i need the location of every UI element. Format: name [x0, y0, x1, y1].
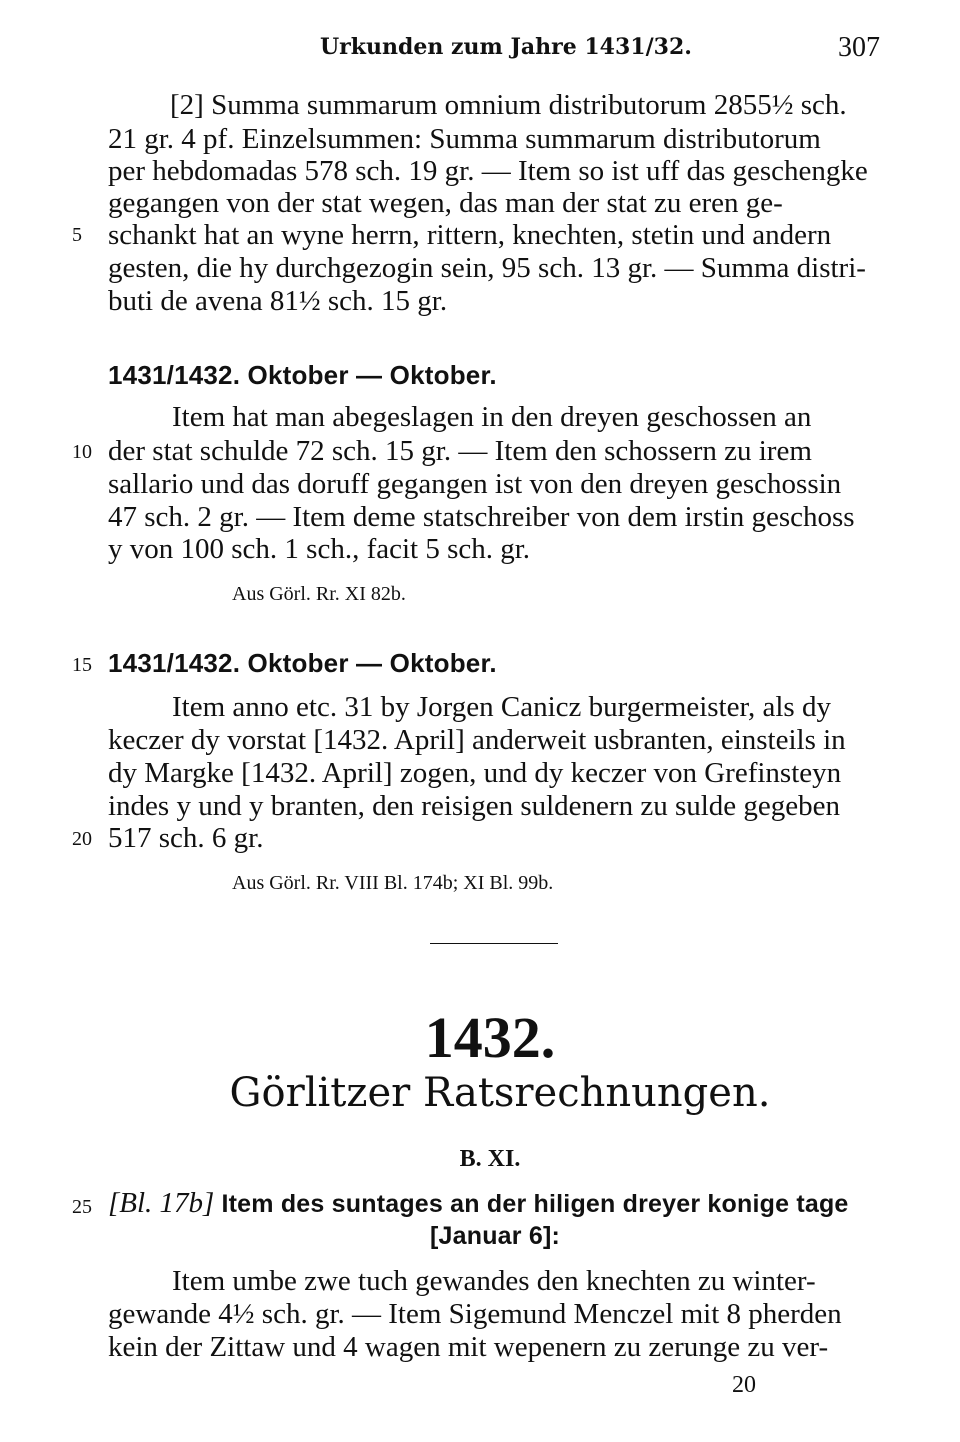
section-divider — [430, 943, 558, 944]
text-line: 21 gr. 4 pf. Einzelsummen: Summa summarum distributorum — [108, 123, 821, 155]
text-line: gewande 4½ sch. gr. — Item Sigemund Menczel mit 8 pherden — [108, 1298, 842, 1330]
text-line: gegangen von der stat wegen, das man der stat zu eren ge- — [108, 187, 783, 219]
line-number: 20 — [72, 828, 92, 850]
text-line: gesten, die hy durchgezogin sein, 95 sch. 13 gr. — Summa distri- — [108, 252, 866, 284]
text-line: Item umbe zwe tuch gewandes den knechten zu winter- — [172, 1265, 816, 1297]
line-number: 5 — [72, 224, 82, 246]
entry-heading: Item des suntages an der hiligen dreyer konige tage — [214, 1190, 849, 1218]
text-line: keczer dy vorstat [1432. April] anderweit usbranten, einsteils in — [108, 724, 846, 756]
entry-line — [108, 1186, 849, 1220]
text-line: [2] Summa summarum omnium distributorum 2855½ sch. — [170, 89, 847, 121]
page-header — [0, 28, 960, 68]
entry-heading: 1431/1432. Oktober — Oktober. — [108, 648, 497, 678]
entry-heading: 1431/1432. Oktober — Oktober. — [108, 360, 497, 390]
text-line: Item anno etc. 31 by Jorgen Canicz burgermeister, als dy — [172, 691, 831, 723]
text-line: dy Margke [1432. April] zogen, und dy keczer von Grefinsteyn — [108, 757, 842, 789]
text-line: y von 100 sch. 1 sch., facit 5 sch. gr. — [108, 533, 531, 565]
text-line: buti de avena 81½ sch. 15 gr. — [108, 285, 448, 317]
text-line: 47 sch. 2 gr. — Item deme statschreiber von dem irstin geschoss — [108, 501, 855, 533]
line-number: 25 — [72, 1196, 92, 1218]
running-title: Urkunden zum Jahre 1431/32. — [320, 34, 692, 60]
text-line: der stat schulde 72 sch. 15 gr. — Item den schossern zu irem — [108, 435, 812, 467]
page-number: 307 — [838, 32, 880, 63]
section-title: Görlitzer Ratsrechnungen. — [229, 1070, 771, 1116]
text-line: kein der Zittaw und 4 wagen mit wepenern zu zerunge zu ver- — [108, 1331, 829, 1363]
line-number: 10 — [72, 441, 92, 463]
text-line: schankt hat an wyne herrn, rittern, knechten, stetin und andern — [108, 219, 832, 251]
sheet-signature: 20 — [732, 1372, 756, 1398]
source-citation: Aus Görl. Rr. XI 82b. — [232, 583, 406, 605]
text-line: 517 sch. 6 gr. — [108, 822, 264, 854]
text-line: sallario und das doruff gegangen ist von den dreyen geschossin — [108, 468, 842, 500]
folio-reference: [Bl. 17b] — [108, 1187, 215, 1219]
section-year: 1432. — [424, 1005, 556, 1070]
text-line: Item hat man abegeslagen in den dreyen geschossen an — [172, 401, 812, 433]
source-citation: Aus Görl. Rr. VIII Bl. 174b; XI Bl. 99b. — [232, 872, 554, 894]
line-number: 15 — [72, 654, 92, 676]
text-line: per hebdomadas 578 sch. 19 gr. — Item so ist uff das geschengke — [108, 155, 868, 187]
entry-heading-date: [Januar 6]: — [429, 1222, 560, 1250]
text-line: indes y und y branten, den reisigen suldenern zu sulde gegeben — [108, 790, 841, 822]
volume-label: B. XI. — [459, 1146, 521, 1172]
